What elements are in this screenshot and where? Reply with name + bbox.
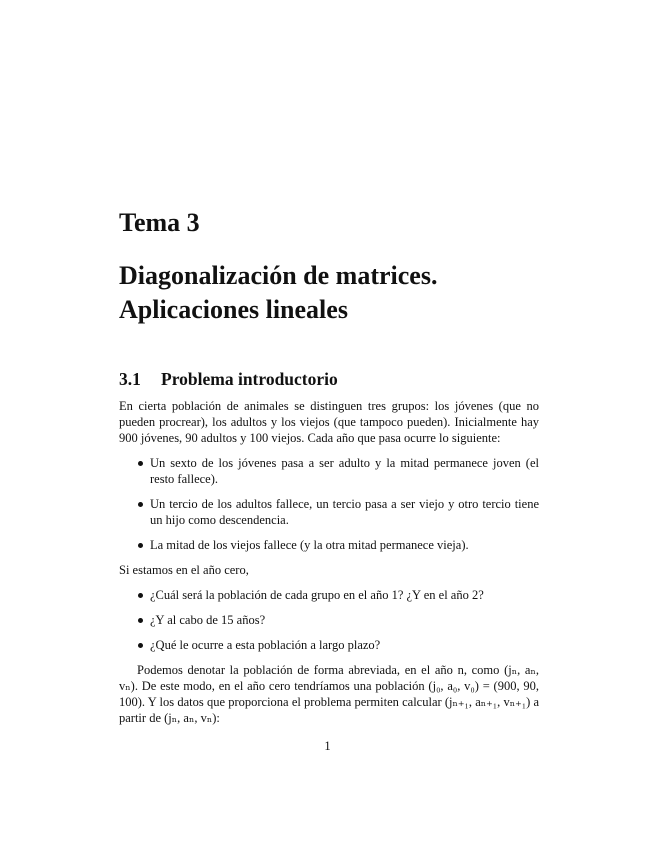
list-item [119,496,539,528]
condition-text: Si estamos en el año cero, [119,563,249,577]
section-heading [119,367,338,391]
bullet-icon [138,502,143,507]
rule-text: La mitad de los viejos fallece (y la otra mitad permanece vieja). [150,538,469,552]
rule-text: Un sexto de los jóvenes pasa a ser adulto y la mitad permanece joven (el resto fallece). [150,456,539,486]
list-item [119,587,539,603]
chapter-title-line-1: Diagonalización de matrices. [119,261,438,290]
question-text: ¿Qué le ocurre a esta población a largo plazo? [150,638,381,652]
rules-list [119,455,539,553]
bullet-icon [138,618,143,623]
intro-paragraph: En cierta población de animales se distinguen tres grupos: los jóvenes (que no pueden procrear), los adultos y los viejos (que tampoco pueden). Inicialmente hay 900 jóvenes, 90 adultos y 100 viejos. Cada año que pasa ocurre lo siguiente: [119,399,539,445]
closing-paragraph: Podemos denotar la población de forma abreviada, en el año n, como (jₙ, aₙ, vₙ). De este modo, en el año cero tendríamos una población (j₀, a₀, v₀) = (900, 90, 100). Y los datos que proporciona el problema permiten calcular (jₙ₊₁, aₙ₊₁, vₙ₊₁) a partir de (jₙ, aₙ, vₙ): [119,663,539,725]
list-item [119,455,539,487]
chapter-label: Tema 3 [119,208,200,237]
bullet-icon [138,593,143,598]
bullet-icon [138,643,143,648]
rule-text: Un tercio de los adultos fallece, un tercio pasa a ser viejo y otro tercio tiene un hijo como descendencia. [150,497,539,527]
section-number: 3.1 [119,369,141,389]
list-item [119,612,539,628]
bullet-icon [138,461,143,466]
page-number: 1 [324,739,331,753]
list-item [119,637,539,653]
question-text: ¿Y al cabo de 15 años? [150,613,266,627]
bullet-icon [138,543,143,548]
list-item [119,537,539,553]
section-title: Problema introductorio [161,369,338,389]
chapter-title [119,259,559,327]
chapter-title-line-2: Aplicaciones lineales [119,295,348,324]
question-text: ¿Cuál será la población de cada grupo en el año 1? ¿Y en el año 2? [150,588,484,602]
questions-list [119,587,539,653]
body-text [119,398,539,726]
